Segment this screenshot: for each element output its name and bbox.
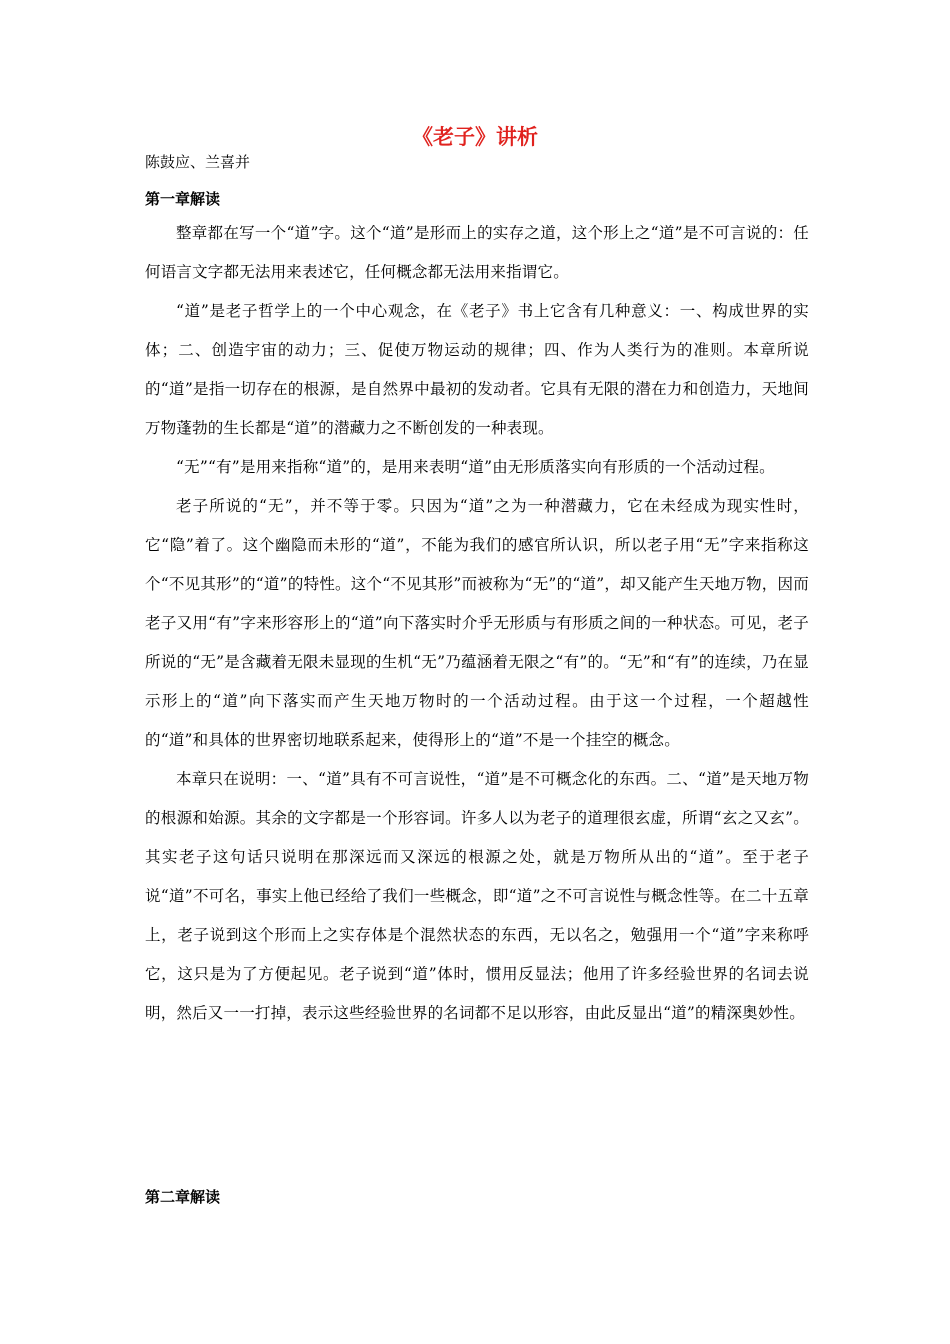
- document-author: 陈鼓应、兰喜并: [145, 153, 251, 171]
- section-body-chapter-1: [145, 214, 809, 1033]
- section-heading-chapter-1: 第一章解读: [145, 190, 221, 208]
- paragraph: 整章都在写一个“道”字。这个“道”是形而上的实存之道，这个形上之“道”是不可言说的：任何语言文字都无法用来表述它，任何概念都无法用来指谓它。: [145, 224, 809, 281]
- paragraph: 本章只在说明：一、“道”具有不可言说性，“道”是不可概念化的东西。二、“道”是天地万物的根源和始源。其余的文字都是一个形容词。许多人以为老子的道理很玄虚，所谓“玄之又玄”。其实老子这句话只说明在那深远而又深远的根源之处，就是万物所从出的“道”。至于老子说“道”不可名，事实上他已经给了我们一些概念，即“道”之不可言说性与概念性等。在二十五章上，老子说到这个形而上之实存体是个混然状态的东西，无以名之，勉强用一个“道”字来称呼它，这只是为了方便起见。老子说到“道”体时，惯用反显法；他用了许多经验世界的名词去说明，然后又一一打掉，表示这些经验世界的名词都不足以形容，由此反显出“道”的精深奥妙性。: [145, 770, 809, 1022]
- paragraph: “无”“有”是用来指称“道”的，是用来表明“道”由无形质落实向有形质的一个活动过程。: [176, 458, 775, 476]
- document-title: 《老子》讲析: [412, 124, 538, 149]
- paragraph: “道”是老子哲学上的一个中心观念，在《老子》书上它含有几种意义：一、构成世界的实体；二、创造宇宙的动力；三、促使万物运动的规律；四、作为人类行为的准则。本章所说的“道”是指一切存在的根源，是自然界中最初的发动者。它具有无限的潜在力和创造力，天地间万物蓬勃的生长都是“道”的潜藏力之不断创发的一种表现。: [145, 302, 809, 437]
- section-heading-chapter-2: 第二章解读: [145, 1188, 221, 1206]
- paragraph: 老子所说的“无”，并不等于零。只因为“道”之为一种潜藏力，它在未经成为现实性时，它“隐”着了。这个幽隐而未形的“道”，不能为我们的感官所认识，所以老子用“无”字来指称这个“不见其形”的“道”的特性。这个“不见其形”而被称为“无”的“道”，却又能产生天地万物，因而老子又用“有”字来形容形上的“道”向下落实时介乎无形质与有形质之间的一种状态。可见，老子所说的“无”是含藏着无限未显现的生机“无”乃蕴涵着无限之“有”的。“无”和“有”的连续，乃在显示形上的“道”向下落实而产生天地万物时的一个活动过程。由于这一个过程，一个超越性的“道”和具体的世界密切地联系起来，使得形上的“道”不是一个挂空的概念。: [145, 497, 809, 749]
